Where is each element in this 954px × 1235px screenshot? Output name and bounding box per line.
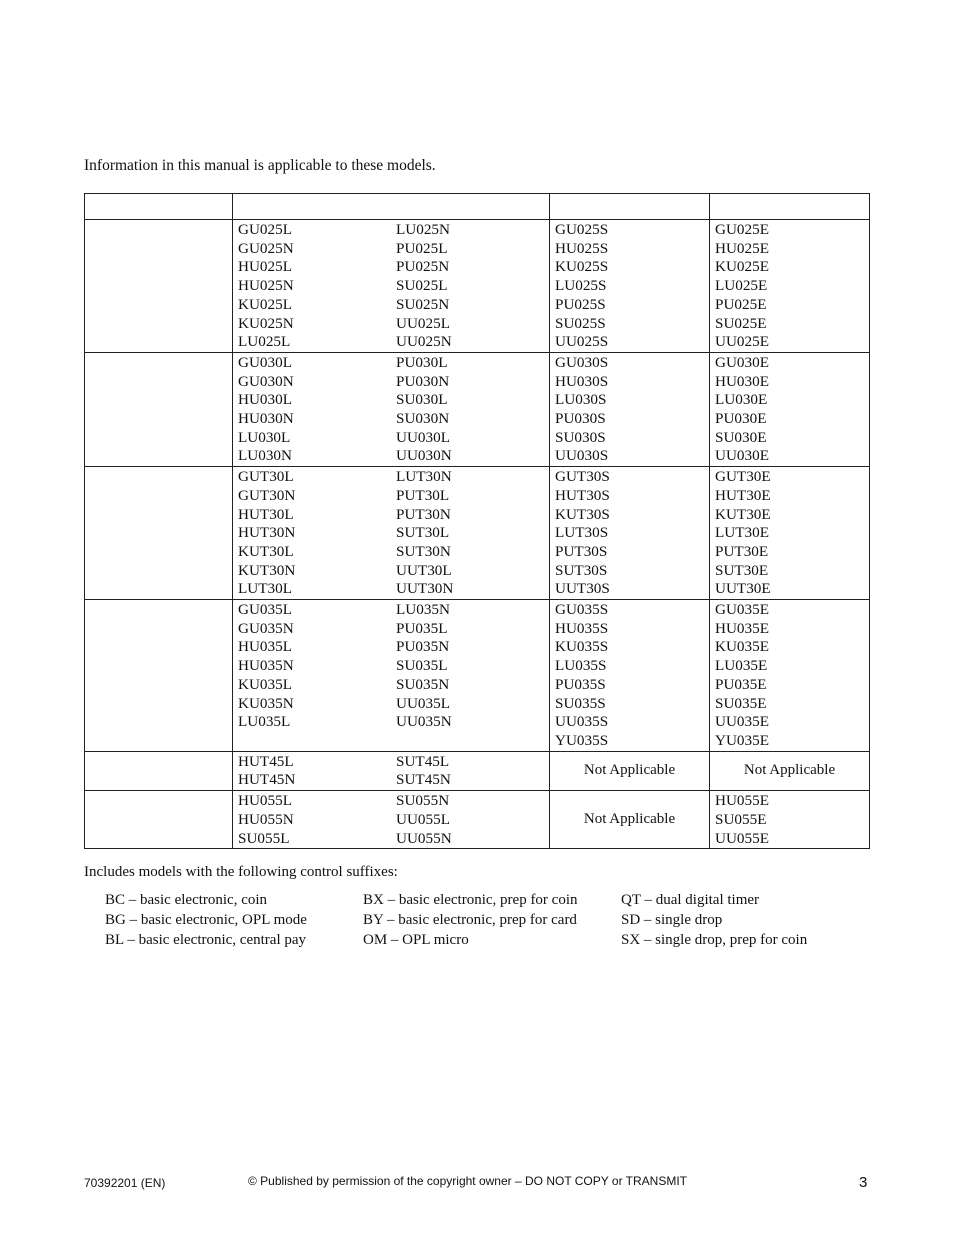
model-number: HU025S xyxy=(555,239,609,257)
model-number: SU025L xyxy=(396,277,448,295)
models-cell xyxy=(550,352,710,466)
model-number: GU030N xyxy=(238,372,294,390)
model-number: PUT30N xyxy=(396,505,451,523)
not-applicable-cell xyxy=(550,751,710,790)
models-cell xyxy=(550,467,710,600)
model-number: HU035N xyxy=(238,657,294,675)
model-number: UU035S xyxy=(555,713,609,731)
model-number: SUT30S xyxy=(555,561,608,579)
suffix-item: OM – OPL micro xyxy=(363,932,469,948)
model-group-row xyxy=(85,467,870,600)
model-number: HUT45L xyxy=(238,752,294,770)
models-cell xyxy=(710,600,870,752)
models-cell xyxy=(710,220,870,353)
model-number: UU030E xyxy=(715,447,769,465)
models-table xyxy=(84,193,870,849)
model-number: SU030S xyxy=(555,428,606,446)
model-number: HU035E xyxy=(715,619,769,637)
group-label-cell xyxy=(85,220,233,353)
model-number: LU035E xyxy=(715,657,768,675)
model-number: UU025S xyxy=(555,333,609,351)
model-number: KU025E xyxy=(715,258,769,276)
model-number: SU025N xyxy=(396,295,450,313)
models-cell-standard xyxy=(233,600,550,752)
model-number: UU055E xyxy=(715,829,769,847)
model-number: UUT30E xyxy=(715,580,771,598)
model-number: PU030S xyxy=(555,410,606,428)
model-number: LU035L xyxy=(238,713,291,731)
model-number: UUT30N xyxy=(396,580,454,598)
model-number: GUT30N xyxy=(238,486,296,504)
model-number: LU035S xyxy=(555,657,607,675)
model-number: UU030L xyxy=(396,428,450,446)
model-number: PU025L xyxy=(396,239,448,257)
model-number: PU030N xyxy=(396,372,450,390)
model-number: LU025E xyxy=(715,277,768,295)
not-applicable-cell xyxy=(550,791,710,849)
model-number: HU025E xyxy=(715,239,769,257)
model-number: KU025L xyxy=(238,295,292,313)
model-number: GU025S xyxy=(555,221,609,238)
model-number: UUT30L xyxy=(396,561,452,579)
model-number: SU035S xyxy=(555,694,606,712)
not-applicable-cell xyxy=(710,751,870,790)
model-number: UU025N xyxy=(396,333,452,351)
model-number: KUT30L xyxy=(238,542,294,560)
model-number: LUT30S xyxy=(555,524,609,542)
model-number: KU025N xyxy=(238,314,294,332)
model-number: GU030E xyxy=(715,353,769,371)
model-number: UU035N xyxy=(396,713,452,731)
model-number: GU025N xyxy=(238,239,294,257)
model-number: SU025E xyxy=(715,314,767,332)
model-number: LU030N xyxy=(238,447,292,465)
model-number: UU055L xyxy=(396,810,450,828)
group-label-cell xyxy=(85,467,233,600)
model-number: PU025E xyxy=(715,295,767,313)
model-number: LU025S xyxy=(555,277,607,295)
model-number: GUT30S xyxy=(555,468,610,486)
model-number: HUT30N xyxy=(238,524,296,542)
model-number: KU035N xyxy=(238,694,294,712)
model-number: UU030S xyxy=(555,447,609,465)
model-number: HU030S xyxy=(555,372,609,390)
suffix-list xyxy=(105,890,865,950)
model-number: GU035S xyxy=(555,601,609,619)
models-cell-standard xyxy=(233,467,550,600)
model-number: PU025N xyxy=(396,258,450,276)
model-number: HUT30L xyxy=(238,505,294,523)
model-number: LU025L xyxy=(238,333,291,351)
header-cell xyxy=(550,194,710,220)
model-number: GU030S xyxy=(555,353,609,371)
model-number: SU055E xyxy=(715,810,767,828)
model-number: UU055N xyxy=(396,829,452,847)
model-number: GU035L xyxy=(238,601,292,619)
model-number: SU035N xyxy=(396,675,450,693)
model-number: PU035N xyxy=(396,638,450,656)
model-number: HU030E xyxy=(715,372,769,390)
models-cell xyxy=(550,600,710,752)
model-number: UU025E xyxy=(715,333,769,351)
model-number: LU035N xyxy=(396,601,450,619)
header-cell xyxy=(85,194,233,220)
model-number: HUT45N xyxy=(238,771,296,789)
suffix-item: BL – basic electronic, central pay xyxy=(105,932,307,948)
model-number: LUT30N xyxy=(396,468,452,486)
model-number: GU025L xyxy=(238,221,292,238)
header-cell xyxy=(710,194,870,220)
model-number: SUT45L xyxy=(396,752,450,770)
model-number: LU025N xyxy=(396,221,450,238)
model-number: PUT30E xyxy=(715,542,769,560)
copyright-notice: © Published by permission of the copyright owner – DO NOT COPY or TRANSMIT xyxy=(248,1174,688,1188)
model-number: HU035S xyxy=(555,619,609,637)
document-number: 70392201 (EN) xyxy=(84,1176,166,1190)
page-number: 3 xyxy=(859,1174,868,1191)
model-number: GU030L xyxy=(238,353,292,371)
model-number: GU035E xyxy=(715,601,769,619)
models-cell xyxy=(710,791,870,849)
table-header-row xyxy=(85,194,870,220)
model-number: PU035E xyxy=(715,675,767,693)
model-number: PU035L xyxy=(396,619,448,637)
suffix-item: SX – single drop, prep for coin xyxy=(621,932,808,948)
model-number: PUT30L xyxy=(396,486,450,504)
model-number: LU030S xyxy=(555,391,607,409)
models-cell xyxy=(550,220,710,353)
not-applicable-label: Not Applicable xyxy=(743,762,836,779)
group-label-cell xyxy=(85,600,233,752)
model-number: GU025E xyxy=(715,221,769,238)
group-label-cell xyxy=(85,352,233,466)
model-number: LU030L xyxy=(238,428,291,446)
model-number: SU030L xyxy=(396,391,448,409)
model-number: KUT30S xyxy=(555,505,610,523)
not-applicable-label: Not Applicable xyxy=(583,811,676,828)
model-number: KU035L xyxy=(238,675,292,693)
model-number: HUT30E xyxy=(715,486,771,504)
model-number: KUT30E xyxy=(715,505,771,523)
model-number: HU030L xyxy=(238,391,292,409)
not-applicable-label: Not Applicable xyxy=(583,762,676,779)
model-number: KU025S xyxy=(555,258,609,276)
header-cell xyxy=(233,194,550,220)
model-number: SUT45N xyxy=(396,771,451,789)
models-cell xyxy=(710,467,870,600)
model-number: HU055E xyxy=(715,792,769,810)
model-number: UU030N xyxy=(396,447,452,465)
model-number: PU025S xyxy=(555,295,606,313)
model-group-row xyxy=(85,791,870,849)
model-number: LUT30E xyxy=(715,524,769,542)
model-number: KUT30N xyxy=(238,561,296,579)
model-number: SUT30E xyxy=(715,561,769,579)
intro-text: Information in this manual is applicable to these models. xyxy=(84,157,436,174)
model-number: KU035E xyxy=(715,638,769,656)
model-number: UUT30S xyxy=(555,580,610,598)
model-number: SU030E xyxy=(715,428,767,446)
model-number: UU035L xyxy=(396,694,450,712)
model-number: GU035N xyxy=(238,619,294,637)
model-number: HU035L xyxy=(238,638,292,656)
model-number: HU055L xyxy=(238,792,292,810)
suffix-item: SD – single drop xyxy=(621,912,723,928)
model-number: SU055L xyxy=(238,829,290,847)
model-number: LUT30L xyxy=(238,580,292,598)
model-number: GUT30E xyxy=(715,468,771,486)
models-cell xyxy=(710,352,870,466)
suffix-intro: Includes models with the following control suffixes: xyxy=(84,864,398,880)
model-group-row xyxy=(85,220,870,353)
model-number: LU030E xyxy=(715,391,768,409)
model-number: SU035E xyxy=(715,694,767,712)
model-number: UU035E xyxy=(715,713,769,731)
models-cell-standard xyxy=(233,751,550,790)
model-number: SUT30N xyxy=(396,542,451,560)
model-number: PU035S xyxy=(555,675,606,693)
model-number: PU030L xyxy=(396,353,448,371)
models-cell-standard xyxy=(233,220,550,353)
model-number: SU055N xyxy=(396,792,450,810)
model-number: UU025L xyxy=(396,314,450,332)
models-cell-standard xyxy=(233,791,550,849)
model-number: GUT30L xyxy=(238,468,294,486)
group-label-cell xyxy=(85,791,233,849)
model-number: SU035L xyxy=(396,657,448,675)
suffix-item: BG – basic electronic, OPL mode xyxy=(105,912,307,928)
model-number: KU035S xyxy=(555,638,609,656)
model-group-row xyxy=(85,600,870,752)
model-number: HU055N xyxy=(238,810,294,828)
model-number: SUT30L xyxy=(396,524,450,542)
models-cell-standard xyxy=(233,352,550,466)
model-number: HU025L xyxy=(238,258,292,276)
suffix-item: QT – dual digital timer xyxy=(621,892,760,908)
model-number: HUT30S xyxy=(555,486,610,504)
suffix-item: BX – basic electronic, prep for coin xyxy=(363,892,578,908)
model-number: SU030N xyxy=(396,410,450,428)
model-number: PUT30S xyxy=(555,542,608,560)
model-number: SU025S xyxy=(555,314,606,332)
model-number: YU035S xyxy=(555,731,609,749)
model-number: HU030N xyxy=(238,410,294,428)
model-number: YU035E xyxy=(715,731,769,749)
model-number: HU025N xyxy=(238,277,294,295)
model-group-row xyxy=(85,751,870,790)
group-label-cell xyxy=(85,751,233,790)
model-group-row xyxy=(85,352,870,466)
model-number: PU030E xyxy=(715,410,767,428)
suffix-item: BC – basic electronic, coin xyxy=(105,892,268,908)
suffix-item: BY – basic electronic, prep for card xyxy=(363,912,577,928)
